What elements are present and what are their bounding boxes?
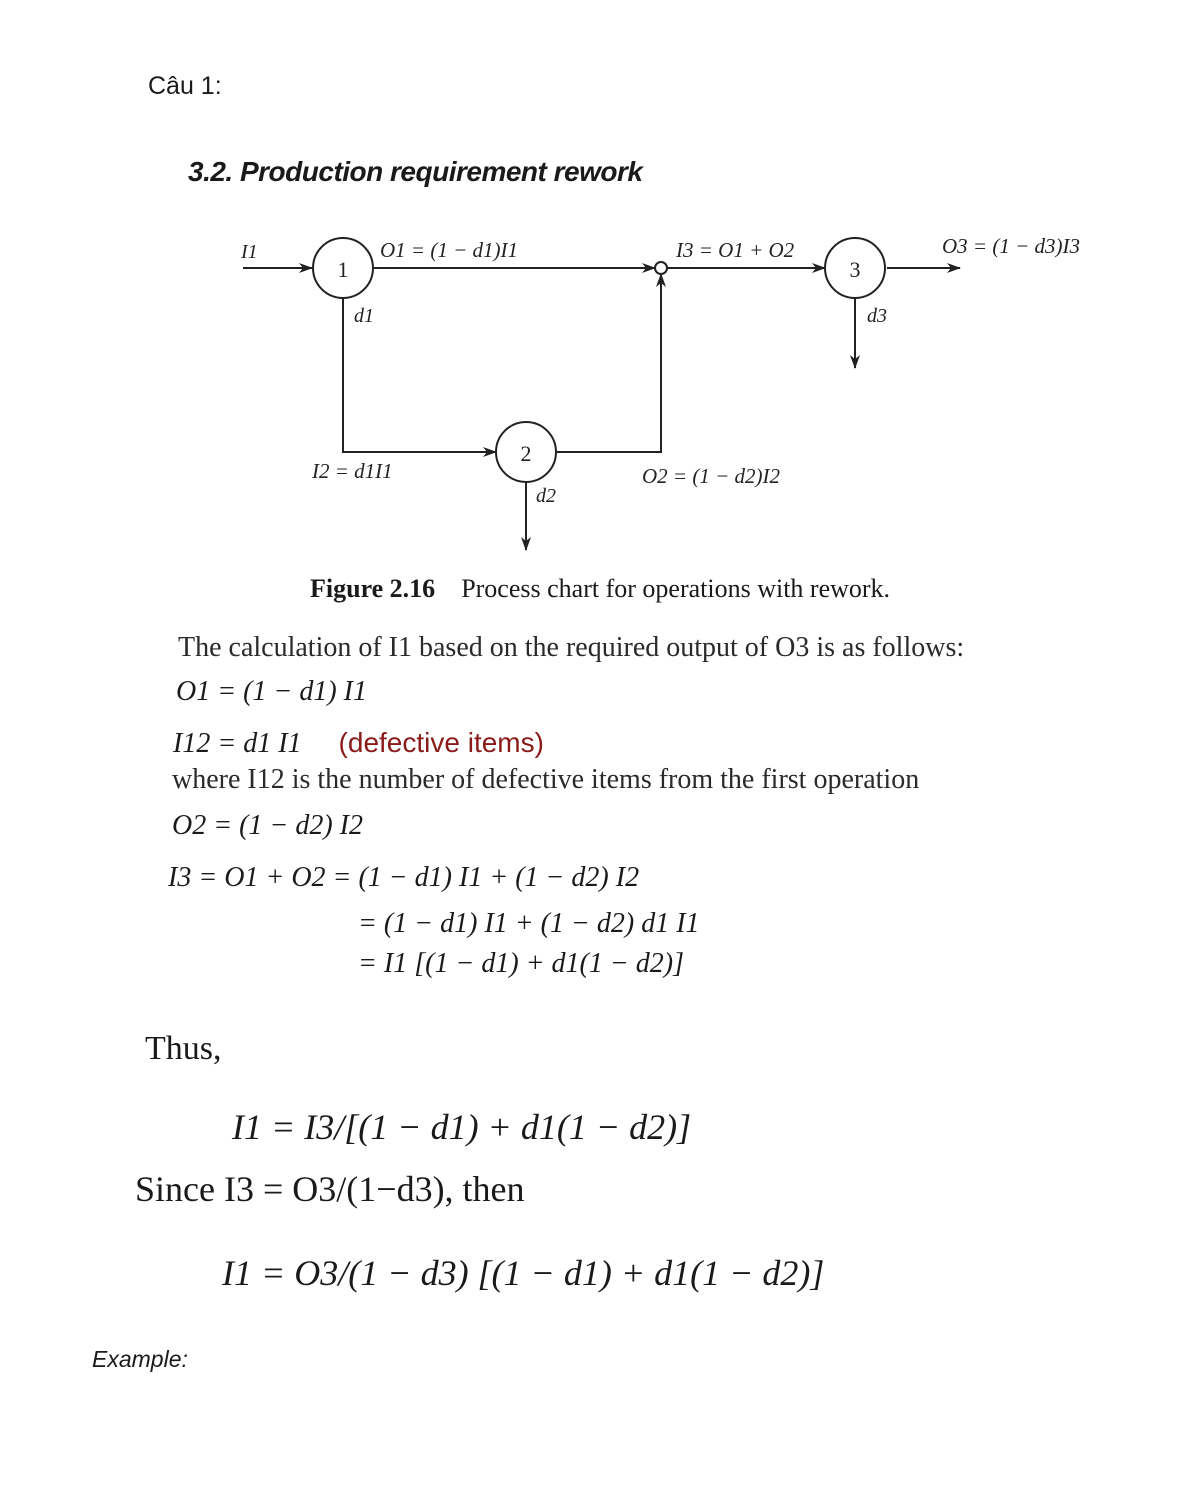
equation-o1: O1 = (1 − d1) I1 — [176, 676, 367, 707]
equation-o2: O2 = (1 − d2) I2 — [172, 810, 363, 841]
equation-i3-factor: = I1 [(1 − d1) + d1(1 − d2)] — [358, 948, 684, 979]
page-heading: Câu 1: — [148, 72, 222, 100]
result-i1-final: I1 = O3/(1 − d3) [(1 − d1) + d1(1 − d2)] — [222, 1253, 825, 1293]
i2-label: I2 = d1I1 — [312, 459, 393, 483]
defective-note: (defective items) — [338, 727, 544, 758]
equation-i3: I3 = O1 + O2 = (1 − d1) I1 + (1 − d2) I2 — [168, 862, 640, 893]
o2-label: O2 = (1 − d2)I2 — [642, 464, 780, 488]
equation-i3-expand: = (1 − d1) I1 + (1 − d2) d1 I1 — [358, 908, 700, 939]
return-path — [557, 274, 661, 452]
where-text: where I12 is the number of defective items from the first operation — [172, 764, 920, 795]
thus-text: Thus, — [145, 1030, 222, 1067]
equation-i12: I12 = d1 I1 — [173, 728, 302, 759]
equation-i12-row — [173, 727, 544, 760]
figure-caption — [310, 574, 890, 604]
since-text: Since I3 = O3/(1−d3), then — [135, 1169, 525, 1209]
junction-node — [655, 262, 667, 274]
i3-label: I3 = O1 + O2 — [676, 238, 795, 262]
d1-label: d1 — [354, 305, 374, 327]
intro-text: The calculation of I1 based on the required output of O3 is as follows: — [178, 632, 965, 663]
d3-label: d3 — [867, 305, 887, 327]
section-title: 3.2. Production requirement rework — [188, 156, 643, 187]
o3-label: O3 = (1 − d3)I3 — [942, 234, 1080, 258]
example-label: Example: — [92, 1346, 188, 1372]
node-3-label: 3 — [849, 257, 861, 282]
node-1-label: 1 — [337, 257, 349, 282]
result-i1: I1 = I3/[(1 − d1) + d1(1 − d2)] — [232, 1107, 692, 1147]
figure-caption-text: Process chart for operations with rework. — [461, 574, 891, 603]
node-2-label: 2 — [520, 441, 532, 466]
input-label: I1 — [241, 241, 258, 263]
o1-label: O1 = (1 − d1)I1 — [380, 238, 518, 262]
d2-label: d2 — [536, 485, 556, 507]
process-diagram — [0, 0, 1200, 570]
figure-number: Figure 2.16 — [310, 574, 436, 603]
